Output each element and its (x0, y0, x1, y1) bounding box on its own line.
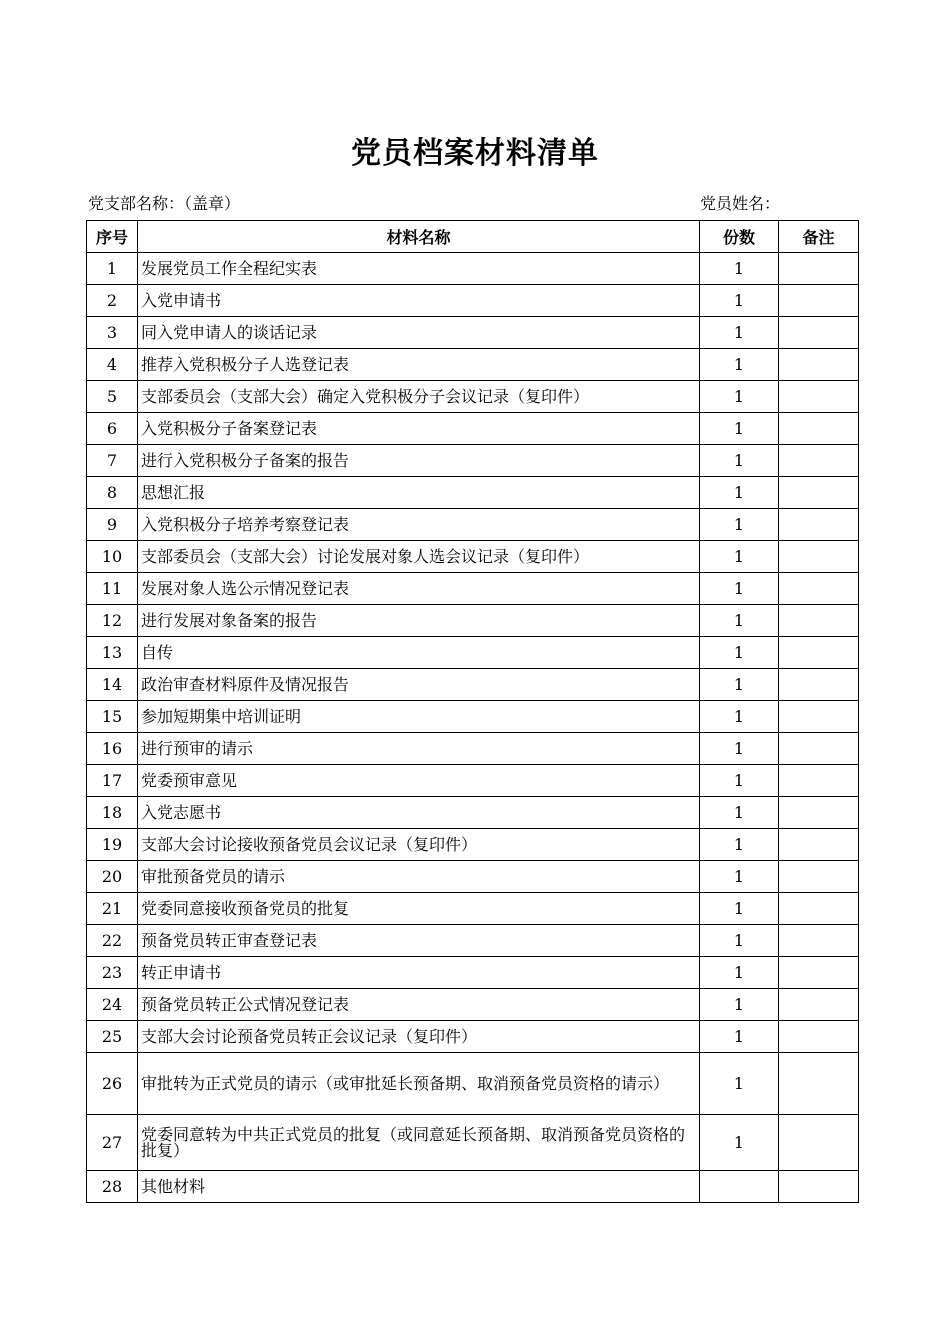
row-note (779, 253, 859, 285)
row-note (779, 733, 859, 765)
page-title: 党员档案材料清单 (351, 136, 599, 171)
row-note (779, 957, 859, 989)
row-material-name: 入党志愿书 (138, 797, 700, 829)
row-material-name: 进行预审的请示 (138, 733, 700, 765)
row-count: 1 (700, 765, 779, 797)
header-count: 份数 (700, 221, 779, 253)
row-index: 22 (87, 925, 138, 957)
row-note (779, 925, 859, 957)
row-index: 2 (87, 285, 138, 317)
row-count: 1 (700, 701, 779, 733)
header-note: 备注 (779, 221, 859, 253)
table-row (87, 989, 859, 1021)
branch-name-label: 党支部名称：（盖章） (88, 194, 241, 213)
row-count: 1 (700, 317, 779, 349)
table-row (87, 285, 859, 317)
row-index: 21 (87, 893, 138, 925)
row-index: 28 (87, 1171, 138, 1203)
row-note (779, 989, 859, 1021)
row-count: 1 (700, 1115, 779, 1171)
table-row (87, 509, 859, 541)
row-note (779, 445, 859, 477)
row-index: 7 (87, 445, 138, 477)
table-row (87, 1021, 859, 1053)
row-note (779, 349, 859, 381)
materials-table (86, 220, 859, 1203)
row-material-name: 党委预审意见 (138, 765, 700, 797)
table-row (87, 1115, 859, 1171)
row-note (779, 669, 859, 701)
table-row (87, 541, 859, 573)
row-count (700, 1171, 779, 1203)
row-note (779, 573, 859, 605)
row-note (779, 1053, 859, 1115)
row-note (779, 797, 859, 829)
row-index: 3 (87, 317, 138, 349)
row-material-name: 自传 (138, 637, 700, 669)
row-note (779, 1171, 859, 1203)
row-count: 1 (700, 925, 779, 957)
row-material-name: 入党申请书 (138, 285, 700, 317)
row-index: 26 (87, 1053, 138, 1115)
row-count: 1 (700, 861, 779, 893)
table-row (87, 861, 859, 893)
row-material-name: 入党积极分子培养考察登记表 (138, 509, 700, 541)
row-count: 1 (700, 989, 779, 1021)
row-index: 9 (87, 509, 138, 541)
row-count: 1 (700, 1053, 779, 1115)
row-count: 1 (700, 893, 779, 925)
row-material-name: 支部委员会（支部大会）确定入党积极分子会议记录（复印件） (138, 381, 700, 413)
row-material-name: 推荐入党积极分子人选登记表 (138, 349, 700, 381)
row-index: 18 (87, 797, 138, 829)
table-row (87, 765, 859, 797)
row-count: 1 (700, 637, 779, 669)
row-count: 1 (700, 381, 779, 413)
header-index: 序号 (87, 221, 138, 253)
row-count: 1 (700, 413, 779, 445)
row-index: 15 (87, 701, 138, 733)
row-index: 23 (87, 957, 138, 989)
row-material-name: 进行入党积极分子备案的报告 (138, 445, 700, 477)
row-material-name: 支部大会讨论接收预备党员会议记录（复印件） (138, 829, 700, 861)
row-note (779, 605, 859, 637)
table-row (87, 477, 859, 509)
table-row (87, 637, 859, 669)
row-material-name: 政治审查材料原件及情况报告 (138, 669, 700, 701)
row-material-name: 支部大会讨论预备党员转正会议记录（复印件） (138, 1021, 700, 1053)
table-row (87, 445, 859, 477)
row-index: 14 (87, 669, 138, 701)
table-row (87, 1171, 859, 1203)
row-note (779, 477, 859, 509)
table-row (87, 1053, 859, 1115)
row-index: 5 (87, 381, 138, 413)
row-material-name: 同入党申请人的谈话记录 (138, 317, 700, 349)
row-count: 1 (700, 509, 779, 541)
row-index: 13 (87, 637, 138, 669)
row-index: 8 (87, 477, 138, 509)
row-count: 1 (700, 829, 779, 861)
header-material-name: 材料名称 (138, 221, 700, 253)
table-row (87, 669, 859, 701)
row-count: 1 (700, 541, 779, 573)
row-material-name: 入党积极分子备案登记表 (138, 413, 700, 445)
row-index: 10 (87, 541, 138, 573)
table-row (87, 349, 859, 381)
row-material-name: 支部委员会（支部大会）讨论发展对象人选会议记录（复印件） (138, 541, 700, 573)
table-row (87, 317, 859, 349)
row-index: 27 (87, 1115, 138, 1171)
row-note (779, 893, 859, 925)
row-material-name: 其他材料 (138, 1171, 700, 1203)
row-material-name: 审批预备党员的请示 (138, 861, 700, 893)
row-material-name: 发展党员工作全程纪实表 (138, 253, 700, 285)
row-note (779, 765, 859, 797)
row-note (779, 1021, 859, 1053)
row-note (779, 637, 859, 669)
row-note (779, 381, 859, 413)
row-material-name: 思想汇报 (138, 477, 700, 509)
row-index: 17 (87, 765, 138, 797)
row-index: 4 (87, 349, 138, 381)
table-row (87, 733, 859, 765)
row-count: 1 (700, 445, 779, 477)
row-count: 1 (700, 1021, 779, 1053)
row-material-name: 发展对象人选公示情况登记表 (138, 573, 700, 605)
row-count: 1 (700, 605, 779, 637)
table-row (87, 829, 859, 861)
table-row (87, 925, 859, 957)
row-material-name: 进行发展对象备案的报告 (138, 605, 700, 637)
row-material-name: 参加短期集中培训证明 (138, 701, 700, 733)
row-index: 12 (87, 605, 138, 637)
row-material-name: 审批转为正式党员的请示（或审批延长预备期、取消预备党员资格的请示） (138, 1053, 700, 1115)
row-note (779, 285, 859, 317)
row-index: 19 (87, 829, 138, 861)
row-count: 1 (700, 253, 779, 285)
row-index: 25 (87, 1021, 138, 1053)
row-index: 24 (87, 989, 138, 1021)
row-index: 20 (87, 861, 138, 893)
row-index: 16 (87, 733, 138, 765)
row-count: 1 (700, 669, 779, 701)
table-row (87, 893, 859, 925)
row-note (779, 413, 859, 445)
row-count: 1 (700, 285, 779, 317)
row-note (779, 509, 859, 541)
row-note (779, 829, 859, 861)
row-note (779, 541, 859, 573)
row-index: 6 (87, 413, 138, 445)
row-count: 1 (700, 573, 779, 605)
row-index: 1 (87, 253, 138, 285)
row-material-name: 党委同意接收预备党员的批复 (138, 893, 700, 925)
table-row (87, 573, 859, 605)
row-count: 1 (700, 349, 779, 381)
row-count: 1 (700, 477, 779, 509)
table-row (87, 605, 859, 637)
table-header-row (87, 221, 859, 253)
table-row (87, 253, 859, 285)
row-count: 1 (700, 797, 779, 829)
table-row (87, 957, 859, 989)
row-count: 1 (700, 957, 779, 989)
table-row (87, 701, 859, 733)
table-row (87, 797, 859, 829)
table-row (87, 413, 859, 445)
row-note (779, 701, 859, 733)
row-material-name: 预备党员转正公式情况登记表 (138, 989, 700, 1021)
row-note (779, 861, 859, 893)
table-row (87, 381, 859, 413)
row-material-name: 转正申请书 (138, 957, 700, 989)
row-count: 1 (700, 733, 779, 765)
row-note (779, 317, 859, 349)
member-name-label: 党员姓名： (700, 194, 781, 213)
row-note (779, 1115, 859, 1171)
row-index: 11 (87, 573, 138, 605)
row-material-name: 预备党员转正审查登记表 (138, 925, 700, 957)
row-material-name: 党委同意转为中共正式党员的批复（或同意延长预备期、取消预备党员资格的批复） (138, 1115, 700, 1171)
